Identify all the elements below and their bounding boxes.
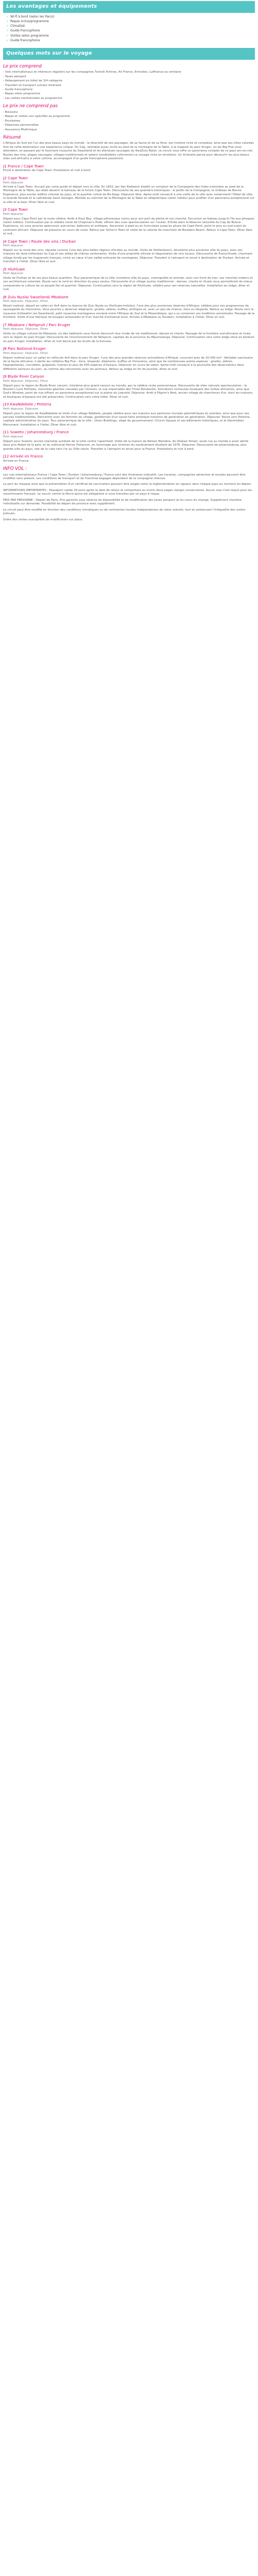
advantage-label: Guide francophone [10, 29, 40, 33]
day-meals: Petit déjeuner, Déjeuner, Dîner [3, 352, 48, 355]
advantages-title: Les avantages et équipements [6, 4, 97, 9]
day-meals: Petit déjeuner, Déjeuner, Dîner [3, 300, 48, 303]
included-item: - Taxes aéroport [3, 75, 26, 78]
day-meals: Petit déjeuner, Déjeuner, Dîner [3, 380, 48, 383]
day-title: J6 Zulu Nyala/ Swaziland/ Mbabane [3, 294, 69, 299]
included-item: - Guide francophone [3, 88, 33, 91]
advantage-label: Guide francophone [10, 38, 40, 42]
advantage-item [6, 33, 255, 38]
itinerary-days [3, 164, 255, 463]
advantage-item [6, 24, 255, 28]
excluded-item: - Boissons [3, 110, 18, 114]
excluded-item: - Pourboires [3, 119, 21, 123]
info-paragraph: Le circuit peut être modifié en fonction des conditions climatiques ou de contraintes locales indépendantes de notre volonté, tout en préservant l'intégralité des visites prévues. [3, 508, 246, 516]
excluded-item: - Assurance Multirisque [3, 128, 37, 131]
day-title: J7 Mbabane / Nelspruit / Parc Kruger [3, 322, 71, 327]
day-meals: Petit déjeuner, Déjeuner [3, 408, 39, 411]
check-icon: ✓ [6, 19, 9, 23]
day-text: Arrivée à Cape Town. Accueil par votre guide et départ vers la ville. En 1652, Jan Van Riebeeck établit un comptoir de la Compagnie des Indes orientales au pied de la Montagne de la Table, qui allait devenir le berceau de la future Cape Town. Découverte de ses quartiers historiques : le Jardin de la Compagnie, le château de Bonne Espérance, plus ancien édifice colonial du pays, et le quartier coloré de Bo-Kaap. Déjeuner libre. Après-midi consacré à une visite de la ville avec notamment l'Hôtel de ville, la Grande Parade et la cathédrale Saint-Georges. Montée au sommet de la Montagne de la Table en téléphérique (selon météo) pour profiter d'un panorama exceptionnel sur la ville et la baie. Dîner libre et nuit. [3, 185, 255, 204]
info-paragraph: INFORMATIONS IMPORTANTES : Passeport valide 30 jours après la date de retour et comportant au moins deux pages vierges consécutives. Aucun visa n'est requis pour les ressortissants français. Le vaccin contre la fièvre jaune est obligatoire si vous transitez par un pays à risque. [3, 488, 252, 496]
day-meals: Petit déjeuner [3, 435, 24, 439]
day-block [3, 207, 255, 236]
day-text: Départ sur la route des vins, réputée comme l'une des plus belles régions viticoles au monde. Visite de Stellenbosch, deuxième plus ancienne ville du pays, avec ses maisons de style hollandais du Cap et ses allées de chênes centenaires. Visite d'une propriété viticole et dégustation de vins locaux. Découverte de Franschhoek, charmant village fondé par les huguenots français, niché au cœur d'une vallée entourée de montagnes. Déjeuner. Transfert à l'aéroport et envol à destination de Durban. Arrivée et transfert à l'hôtel. Dîner libre et nuit. [3, 248, 253, 264]
advantages-list [3, 13, 255, 46]
day-block [3, 164, 255, 173]
included-title: Le prix comprend [3, 63, 42, 69]
info-paragraph: Les vols internationaux France / Cape Town / Durban / Johannesburg / France sont des itinéraires indicatifs. Les horaires, compagnies aériennes et escales peuvent être modifiés sans préavis. Les conditions de transport et de franchise bagages dépendent de la compagnie retenue. [3, 473, 246, 480]
day-meals: Petit déjeuner [3, 212, 24, 216]
day-title: J4 Cape Town / Route des vins / Durban [3, 239, 76, 244]
day-title: J10 KwaNdebele / Pretoria [3, 402, 52, 407]
info-paragraph: PRIX PAR PERSONNE : Départ de Paris. Prix garantis sous réserve de disponibilité et de modification des taxes aéroport et du cours du change. Supplément chambre individuelle sur demande. Possibilité de départ de province avec supplément. [3, 498, 242, 506]
advantage-label: Climatisé [10, 24, 25, 28]
check-icon: ✓ [6, 24, 9, 28]
excluded-item: - Dépenses personnelles [3, 124, 39, 127]
day-text: Arrivée en France. [3, 459, 29, 463]
included-item: - Les visites mentionnées au programme [3, 96, 62, 100]
info-paragraph: Ordre des visites susceptible de modification sur place. [3, 518, 84, 521]
excluded-list [3, 111, 255, 132]
day-title: J1 France / Cape Town [3, 163, 44, 168]
day-meals: Petit déjeuner [3, 181, 24, 184]
advantage-label: Repas inclus/programme [10, 19, 49, 23]
day-text: Départ pour la région de KwaNdebele et visite d'un village Ndebele, peuple célèbre pour ses maisons aux peintures murales géométriques et colorées, ainsi que pour ses parures traditionnelles. Rencontre avec les femmes du village, gardiennes d'un savoir-faire artistique transmis de génération en génération. Déjeuner. Route vers Pretoria, capitale administrative du pays. Tour panoramique de la ville : Union Buildings, siège du gouvernement, Church Square et ses bâtiments historiques, et le Voortrekker Monument. Installation à l'hôtel. Dîner libre et nuit. [3, 412, 251, 427]
day-block [3, 176, 255, 205]
day-title: J8 Parc National Kruger [3, 346, 46, 351]
day-block [3, 430, 255, 451]
excluded-section [3, 104, 255, 132]
excluded-title: Le prix ne comprend pas [3, 104, 58, 109]
included-item: - Repas selon programme [3, 92, 40, 96]
check-icon: ✓ [6, 14, 9, 19]
day-text: Départ pour Cape Point par la route côtière. Arrêt à Hout Bay, village pittoresque connu pour son port de pêche et son marché. Excursion en bateau jusqu'à l'île aux phoques (selon météo). Continuation par la célèbre route de Chapman's Peak, offrant des vues spectaculaires sur l'océan. Entrée dans la Réserve naturelle du Cap de Bonne-Espérance, où vous pourrez apercevoir autruches, babouins et antilopes. Ascension à pied ou en funiculaire jusqu'au phare de Cape Point, point le plus au sud-ouest du continent africain. Déjeuner de poissons en cours de route. Retour par Simon's Town et visite de la colonie de manchots de Boulders Beach. Retour à Cape Town. Dîner libre et nuit. [3, 217, 254, 236]
day-title: J3 Cape Town [3, 207, 28, 212]
advantage-item [6, 28, 255, 33]
day-text: Départ pour la région du Blyde River canyon, troisième plus grand canyon au monde, par la célèbre route panoramique. Découverte de sites naturels spectaculaires : le Bourke's Luck Potholes, marmites géantes creusées par l'érosion, la vue imprenable des Three Rondavels, formations rocheuses évoquant des huttes africaines, ainsi que God's Window, point de vue offrant un panorama exceptionnel sur la plaine du Lowveld. Déjeuner. Arrêt à Pilgrim's Rest, ancien village de chercheurs d'or, dont les maisons et boutiques d'époque ont été préservées. Continuation vers votre hôtel. Dîner et nuit. [3, 384, 253, 399]
day-meals: Petit déjeuner, Déjeuner, Dîner [3, 328, 48, 331]
highlights-title: Quelques mots sur le voyage [6, 50, 92, 57]
included-item: - Vols internationaux et intérieurs réguliers sur les compagnies Turkish Airlines, Air France, Emirates, Lufthansa ou similaire [3, 71, 182, 74]
day-block [3, 239, 255, 264]
day-block [3, 295, 255, 320]
summary-title: Résumé [3, 134, 21, 140]
advantage-label: Wi-fi à bord (selon les Parcs) [10, 14, 55, 19]
check-icon: ✓ [6, 29, 9, 33]
day-text: Réveil matinal, départ en safari en 4x4 dans la réserve de Zulu Nyala ou Hluhluwe-Imfolozi, l'une des plus anciennes réserves d'Afrique, célèbre pour ses programmes de sauvegarde du rhinocéros. Vous pourrez y observer éléphants, girafes, zèbres, buffles, antilopes et, avec un peu de chance, lions ou léopards. Retour au lodge. Route vers le royaume d'eSwatini (ex-Swaziland), petit royaume montagneux enclavé entre l'Afrique du Sud et le Mozambique, qui a su conserver ses traditions ancestrales. Passage de la frontière. Visite d'une fabrique de bougies artisanales et d'un marché d'artisanat local. Arrivée à Mbabane ou Ezulwini, installation à l'hôtel. Dîner et nuit. [3, 304, 255, 319]
check-icon: ✓ [6, 38, 9, 42]
day-text: Visite de Durban et de ses plus beaux quartiers. Tour panoramique de la ville, troisième ville du pays, cosmopolite et animée, avec son front de mer, ses marchés indiens et son architecture coloniale. Route vers le nord en direction du pays zoulou. Découverte d'un village zoulou traditionnel : danses, chants et rituels vous permettront de mieux comprendre la culture de ce peuple fier et guerrier. Déjeuner. Continuation vers la région de Hluhluwe, célèbre pour ses réserves naturelles. Installation au lodge, dîner et nuit. [3, 276, 253, 292]
included-section [3, 64, 255, 101]
day-block [3, 323, 255, 344]
excluded-item: - Repas et visites non spécifiés au programme [3, 115, 70, 118]
highlights-header [3, 48, 255, 60]
advantage-item [6, 14, 255, 19]
day-text: Envol à destination de Cape Town. Prestations et nuit à bord. [3, 169, 91, 173]
day-block [3, 402, 255, 427]
advantage-label: Visites selon programme [10, 33, 49, 38]
info-title: INFO VOL : [3, 466, 27, 472]
day-title: J9 Blyde River Canyon [3, 374, 44, 379]
travel-itinerary-page [0, 1, 258, 534]
day-meals: Petit déjeuner [3, 244, 24, 248]
day-title: J2 Cape Town [3, 175, 28, 180]
info-blocks [3, 473, 255, 522]
day-title: J12 Arrivée en France. [3, 453, 44, 459]
info-section [3, 466, 255, 522]
check-icon: ✓ [6, 33, 9, 38]
advantages-header [3, 1, 255, 13]
included-item: - Hébergement en hôtel de 3/4 catégorie [3, 79, 62, 83]
day-text: Départ matinal pour un safari en véhicule 4x4 dans le parc Kruger, l'une des plus grandes réserves animalières d'Afrique, couvrant près de 20 000 km². Véritable sanctuaire de la faune africaine, il abrite les célèbres Big Five : lions, léopards, éléphants, buffles et rhinocéros, ainsi que de nombreuses autres espèces : girafes, zèbres, hippopotames, crocodiles, guépards, hyènes et plus de 500 espèces d'oiseaux. Déjeuner en cours de safari. Après-midi consacré à la poursuite des observations dans différents secteurs du parc, au rythme des rencontres avec les animaux. Retour au lodge en fin de journée, dîner et nuit. [3, 356, 253, 371]
day-block [3, 267, 255, 292]
included-item: - Transfert et transport suivant itinéraire [3, 83, 61, 87]
day-meals: Petit déjeuner [3, 272, 24, 276]
day-block [3, 346, 255, 371]
day-text: Visite du village culturel de Matsamo, où des habitants vous feront découvrir leur mode de vie traditionnel, danses et chants. Passage de la frontière sud-africaine et route vers la région du parc Kruger. Découverte de l'environnement de Nelspruit, capitale de la province du Mpumalanga. Déjeuner. Continuation vers votre lodge situé en bordure du parc Kruger. Installation, dîner et nuit bercé par les bruits de la brousse. [3, 332, 254, 343]
day-title: J11 Soweto / Johannesburg / France [3, 430, 69, 435]
advantage-item [6, 19, 255, 24]
summary-section [3, 135, 255, 161]
info-paragraph: Le port du masque ainsi que la présentation d'un certificat de vaccination peuvent être exigés selon la réglementation en vigueur dans chaque pays au moment du départ. [3, 483, 252, 486]
day-block [3, 454, 255, 463]
summary-text: L'Afrique du Sud est l'un des plus beaux pays du monde : la diversité de ses paysages, de sa faune et de sa flore, son histoire riche et complexe, ainsi que ses villes colorées font de cette destination une expérience unique. Du Cap, véritable joyau niché au pied de la montagne de la Table, à la majesté du parc Kruger, où les Big Five vous attendent, en passant par le fascinant royaume du Swaziland et les étendues sauvages du KwaZulu-Natal, ce circuit vous offre un panorama complet de ce pays arc-en-ciel. Routes des vins, plages sauvages, villages traditionnels et safaris inoubliables rythmeront ce voyage riche en émotions. Un itinéraire pensé pour découvrir les plus beaux sites sud-africains à votre rythme, accompagné d'un guide francophone passionné. [3, 142, 254, 161]
day-text: Départ pour Soweto, ancien township symbole de la lutte contre l'apartheid. Visite de la maison de Nelson Mandela, de Vilakazi Street, seule rue au monde à avoir abrité deux prix Nobel de la paix, et du mémorial Hector Pieterson, en hommage aux victimes du soulèvement étudiant de 1976. Déjeuner. Découverte de Johannesburg, plus grande ville du pays, née de la ruée vers l'or au XIXe siècle. Transfert à l'aéroport et envol pour la France. Prestations et nuit à bord. [3, 439, 249, 451]
advantage-item [6, 38, 255, 43]
included-list [3, 71, 255, 100]
day-title: J5 Hluhluwe [3, 266, 25, 272]
day-block [3, 374, 255, 399]
